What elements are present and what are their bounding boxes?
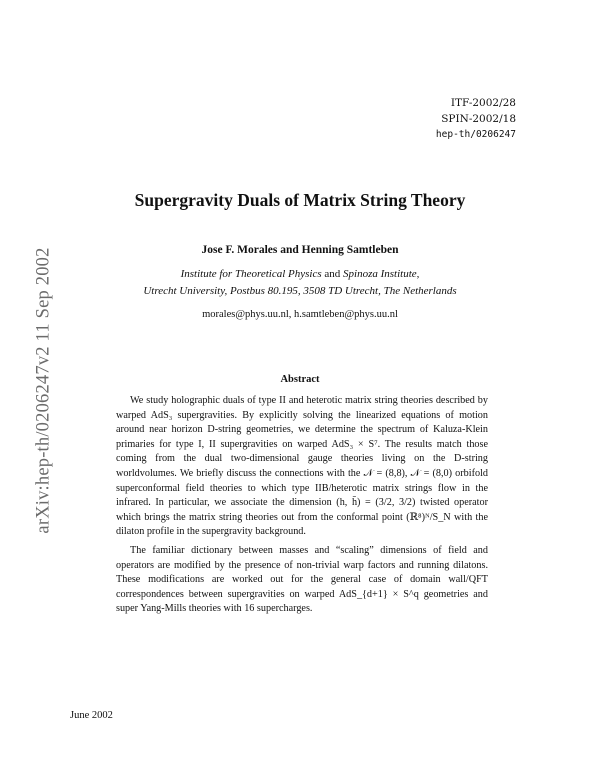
affiliation-institute: Institute for Theoretical Physics <box>180 268 322 280</box>
author-affiliation <box>0 266 600 300</box>
abstract-paragraph-2: The familiar dictionary between masses and “scaling” dimensions of field and operators are modified by the presence of non-trivial warp factors and running dilatons. These modifications are worked out for the general case of domain wall/QFT correspondences between supergravities on warped AdS_{d+1} × S^q geometries and super Yang-Mills theories with 16 supercharges. <box>116 544 488 615</box>
affiliation-and: and <box>324 268 341 280</box>
publication-date: June 2002 <box>70 710 113 721</box>
abstract-paragraph-1: We study holographic duals of type II and heterotic matrix string theories described by warped AdS₃ supergravities. By explicitly solving the linearized equations of motion around near horizon D-string geometries, we determine the spectrum of Kaluza-Klein primaries for type I, II supergravities on warped AdS₃ × S⁷. The results match those coming from the dual two-dimensional gauge theories living on the D-string worldvolumes. We briefly discuss the connections with the 𝒩 = (8,8), 𝒩 = (8,0) orbifold superconformal field theories to which type IIB/heterotic matrix strings flow in the infrared. In particular, we associate the dimension (h, h̄) = (3/2, 3/2) twisted operator which brings the matrix string theories out from the conformal point (ℝ⁸)ᴺ/S_N with the dilaton profile in the supergravity background. <box>116 395 488 538</box>
abstract-body <box>116 394 488 617</box>
affiliation-spinoza: Spinoza Institute, <box>343 268 420 280</box>
report-numbers <box>436 96 516 143</box>
report-number-spin: SPIN-2002/18 <box>441 112 516 125</box>
arxiv-identifier: arXiv:hep-th/0206247v2 11 Sep 2002 <box>33 246 54 534</box>
affiliation-line-1 <box>0 266 600 283</box>
report-number-itf: ITF-2002/28 <box>450 97 516 109</box>
author-emails: morales@phys.uu.nl, h.samtleben@phys.uu.nl <box>202 309 398 320</box>
report-number-arxiv: hep-th/0206247 <box>435 129 516 140</box>
arxiv-side-stamp <box>24 210 64 570</box>
paper-title: Supergravity Duals of Matrix String Theory <box>134 190 466 210</box>
affiliation-line-2: Utrecht University, Postbus 80.195, 3508 TD Utrecht, The Netherlands <box>143 285 457 297</box>
paper-authors: Jose F. Morales and Henning Samtleben <box>201 244 399 256</box>
abstract-heading: Abstract <box>280 374 320 385</box>
